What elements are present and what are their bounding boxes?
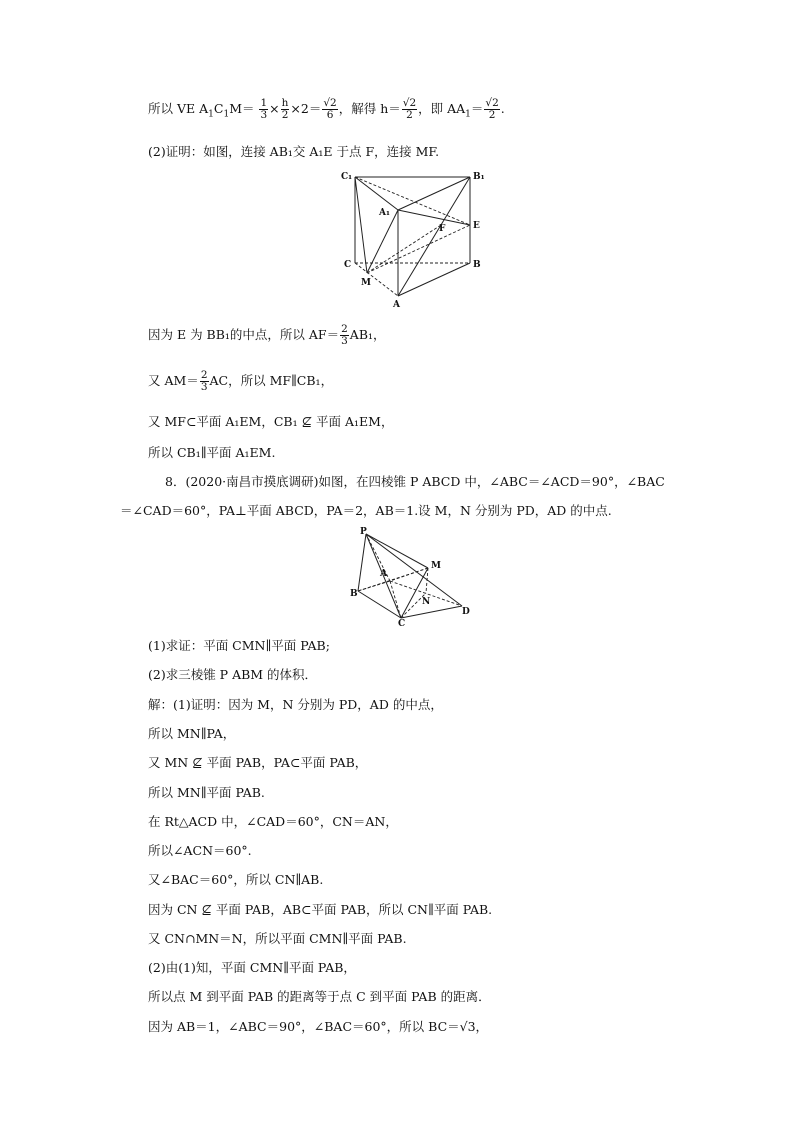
text-line-2: (2)证明：如图，连接 AB₁交 A₁E 于点 F，连接 MF.	[148, 144, 440, 159]
text: 所以 VE A	[148, 101, 209, 116]
fraction	[402, 98, 417, 121]
text: ×	[269, 101, 280, 116]
question-2: (2)求三棱锥 P ABM 的体积．	[148, 667, 318, 682]
denominator: 2	[488, 109, 496, 121]
denominator: 2	[281, 109, 289, 121]
prism-figure	[335, 165, 495, 310]
text: ，解得 h＝	[338, 101, 401, 116]
numerator: h	[281, 97, 289, 109]
text: 又 AM＝	[148, 373, 199, 388]
solution-line-3: 又 MN ⊈ 平面 PAB，PA⊂平面 PAB，	[148, 755, 368, 770]
denominator: 3	[200, 381, 208, 393]
label-A: A	[380, 569, 387, 579]
text: AC，所以 MF∥CB₁，	[209, 373, 334, 388]
fraction	[322, 98, 337, 121]
label-C: C	[398, 619, 406, 626]
label-A: A	[393, 300, 400, 310]
pyramid-figure	[348, 526, 478, 626]
text: ×2＝	[290, 101, 322, 116]
text: M＝	[229, 101, 255, 116]
denominator: 2	[406, 109, 413, 121]
solution-line-6: 所以∠ACN＝60°.	[148, 843, 252, 858]
text-line-5: 又 MF⊂平面 A₁EM，CB₁ ⊈ 平面 A₁EM，	[148, 414, 394, 429]
subscript: 1	[223, 109, 230, 120]
numerator: 2	[200, 369, 208, 381]
fraction	[259, 98, 268, 121]
label-E: E	[473, 221, 480, 231]
solution-line-10: (2)由(1)知，平面 CMN∥平面 PAB，	[148, 960, 356, 975]
denominator: 3	[341, 335, 348, 347]
label-C1: C₁	[341, 172, 353, 182]
text: .	[500, 101, 505, 116]
text-line-3	[148, 324, 386, 347]
solution-line-9: 又 CN∩MN＝N，所以平面 CMN∥平面 PAB.	[148, 931, 407, 946]
text-line-4	[148, 370, 333, 393]
solution-line-4: 所以 MN∥平面 PAB.	[148, 785, 265, 800]
question-1: (1)求证：平面 CMN∥平面 PAB;	[148, 638, 330, 653]
subscript: 1	[465, 109, 471, 120]
label-C: C	[344, 260, 352, 270]
label-M: M	[431, 561, 441, 571]
label-D: D	[462, 607, 470, 617]
denominator: 6	[326, 109, 334, 121]
equation-line-1	[148, 98, 505, 124]
problem-8-line-1: 8．(2020·南昌市摸底调研)如图，在四棱锥 P ABCD 中，∠ABC＝∠ACD＝90°，∠BAC	[165, 474, 665, 489]
solution-line-1: 解：(1)证明：因为 M，N 分别为 PD，AD 的中点，	[148, 697, 443, 712]
label-M: M	[361, 278, 371, 288]
label-A1: A₁	[379, 208, 390, 218]
fraction	[281, 98, 290, 121]
numerator: √2	[402, 97, 417, 109]
problem-8-line-2: ＝∠CAD＝60°，PA⊥平面 ABCD，PA＝2，AB＝1.设 M，N 分别为 PD，AD 的中点.	[120, 503, 612, 518]
numerator: √2	[485, 97, 499, 109]
text: C	[213, 101, 224, 116]
text: AB₁，	[349, 327, 386, 342]
label-B: B	[350, 589, 358, 599]
label-B1: B₁	[473, 172, 485, 182]
solution-line-11: 所以点 M 到平面 PAB 的距离等于点 C 到平面 PAB 的距离．	[148, 989, 491, 1004]
fraction	[484, 98, 499, 121]
text: ，即 AA	[418, 101, 466, 116]
label-F: F	[439, 224, 446, 234]
solution-line-8: 因为 CN ⊈ 平面 PAB，AB⊂平面 PAB，所以 CN∥平面 PAB.	[148, 902, 493, 917]
label-P: P	[360, 527, 367, 537]
numerator: 2	[341, 323, 348, 335]
text-line-6: 所以 CB₁∥平面 A₁EM.	[148, 445, 276, 460]
fraction	[340, 324, 349, 347]
text: 因为 E 为 BB₁的中点，所以 AF＝	[148, 327, 340, 342]
solution-line-7: 又∠BAC＝60°，所以 CN∥AB.	[148, 872, 324, 887]
solution-line-12: 因为 AB＝1，∠ABC＝90°，∠BAC＝60°，所以 BC＝√3，	[148, 1019, 489, 1034]
label-N: N	[422, 597, 431, 607]
numerator: 1	[260, 97, 268, 109]
label-B: B	[473, 260, 481, 270]
denominator: 3	[260, 109, 268, 121]
solution-line-5: 在 Rt△ACD 中，∠CAD＝60°，CN＝AN，	[148, 814, 398, 829]
solution-line-2: 所以 MN∥PA，	[148, 726, 236, 741]
text: ＝	[470, 101, 484, 116]
subscript: 1	[208, 109, 214, 120]
numerator: √2	[323, 97, 337, 109]
fraction	[200, 370, 209, 393]
